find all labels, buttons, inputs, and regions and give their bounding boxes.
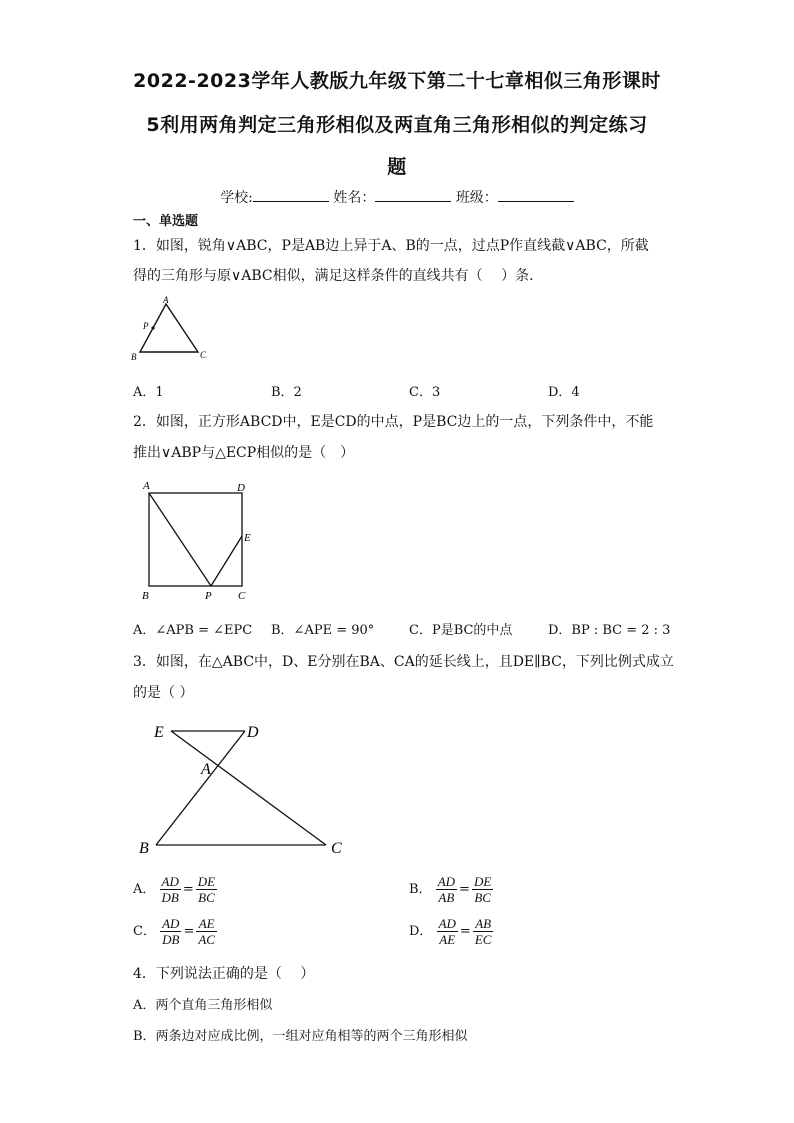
school-blank[interactable] [253,189,329,202]
q3-option-d[interactable]: D． $\frac{AD}{AE}$ = $\frac{AB}{EC}$ [409,916,492,947]
q2-text-line-1: 2．如图，正方形ABCD中，E是CD的中点，P是BC边上的一点，下列条件中，不能 [133,414,654,430]
q3-option-a-letter: A． [133,882,156,897]
title-line-1: 2022-2023学年人教版九年级下第二十七章相似三角形课时 [133,70,661,92]
q2-option-d[interactable]: D．BP : BC = 2 : 3 [548,623,671,638]
q3-text-line-2: 的是（ ） [133,685,194,701]
class-blank[interactable] [498,189,574,202]
name-blank[interactable] [375,189,451,202]
q2-label-b: B [142,590,149,602]
q3-option-a-fraction-2: $\frac{DE}{BC}$ [197,874,216,905]
q1-text-line-2: 得的三角形与原∨ABC相似，满足这样条件的直线共有（ ）条． [133,268,544,284]
q3-option-b-fraction-1: $\frac{AD}{AB}$ [437,874,456,905]
q1-triangle-figure [130,296,215,364]
q4-option-b[interactable]: B．两条边对应成比例，一组对应角相等的两个三角形相似 [133,1029,468,1044]
q2-label-c: C [238,590,246,602]
q3-option-a[interactable]: A． $\frac{AD}{DB}$ = $\frac{DE}{BC}$ [133,874,216,905]
q3-label-a: A [201,761,211,778]
q3-triangle-figure [135,715,355,860]
q3-label-d: D [247,724,259,741]
q1-label-a: A [163,295,169,305]
q3-label-b: B [139,840,149,857]
q1-point-p [151,326,154,329]
q2-label-a: A [143,480,150,492]
title-line-2: 5利用两角判定三角形相似及两直角三角形相似的判定练习 [146,114,648,136]
q2-square-figure [138,478,263,603]
q3-label-c: C [331,840,342,857]
q2-option-b[interactable]: B．∠APE = 90° [271,623,375,638]
student-info-line [0,187,794,207]
q2-segment-ap [149,493,211,586]
q1-label-c: C [200,350,207,360]
q2-segment-pe [211,536,242,586]
q3-option-c-fraction-1: $\frac{AD}{DB}$ [162,916,180,947]
name-label: 姓名： [333,190,376,206]
q1-option-c[interactable]: C．3 [409,385,441,400]
class-label: 班级： [455,190,498,206]
q3-text-line-1: 3．如图，在△ABC中，D、E分别在BA、CA的延长线上，且DE∥BC，下列比例式成立 [133,654,674,670]
q2-label-p: P [205,590,212,602]
q2-option-c[interactable]: C．P是BC的中点 [409,623,513,638]
q2-square [149,493,242,586]
q3-label-e: E [154,724,164,741]
q2-label-d: D [237,482,245,494]
q1-label-p: P [143,321,149,331]
q1-option-b[interactable]: B．2 [271,385,302,400]
q1-option-d[interactable]: D．4 [548,385,580,400]
q4-text-line-1: 4．下列说法正确的是（ ） [133,966,315,982]
school-label: 学校: [220,190,253,206]
q3-option-b-letter: B． [409,882,432,897]
q1-label-b: B [131,352,137,362]
q3-segment-ec [171,731,326,845]
q1-option-a[interactable]: A．1 [133,385,164,400]
q3-option-d-fraction-1: $\frac{AD}{AE}$ [438,916,456,947]
title-line-3: 题 [387,156,407,178]
q2-label-e: E [244,532,251,544]
q3-option-d-fraction-2: $\frac{AB}{EC}$ [474,916,492,947]
q2-text-line-2: 推出∨ABP与△ECP相似的是（ ） [133,445,355,461]
q2-option-a[interactable]: A．∠APB = ∠EPC [133,623,253,638]
q3-option-c-fraction-2: $\frac{AE}{AC}$ [198,916,215,947]
q3-option-c-letter: C． [133,924,156,939]
q1-triangle [140,304,198,352]
q3-option-d-letter: D． [409,924,433,939]
q3-option-b-fraction-2: $\frac{DE}{BC}$ [473,874,492,905]
q3-option-c[interactable]: C． $\frac{AD}{DB}$ = $\frac{AE}{AC}$ [133,916,215,947]
section-heading: 一、单选题 [133,214,199,229]
q3-option-b[interactable]: B． $\frac{AD}{AB}$ = $\frac{DE}{BC}$ [409,874,492,905]
q3-option-a-fraction-1: $\frac{AD}{DB}$ [161,874,179,905]
q3-segment-db [156,731,245,845]
q4-option-a[interactable]: A．两个直角三角形相似 [133,998,273,1013]
q1-text-line-1: 1．如图，锐角∨ABC，P是AB边上异于A、B的一点，过点P作直线截∨ABC，所截 [133,238,649,254]
